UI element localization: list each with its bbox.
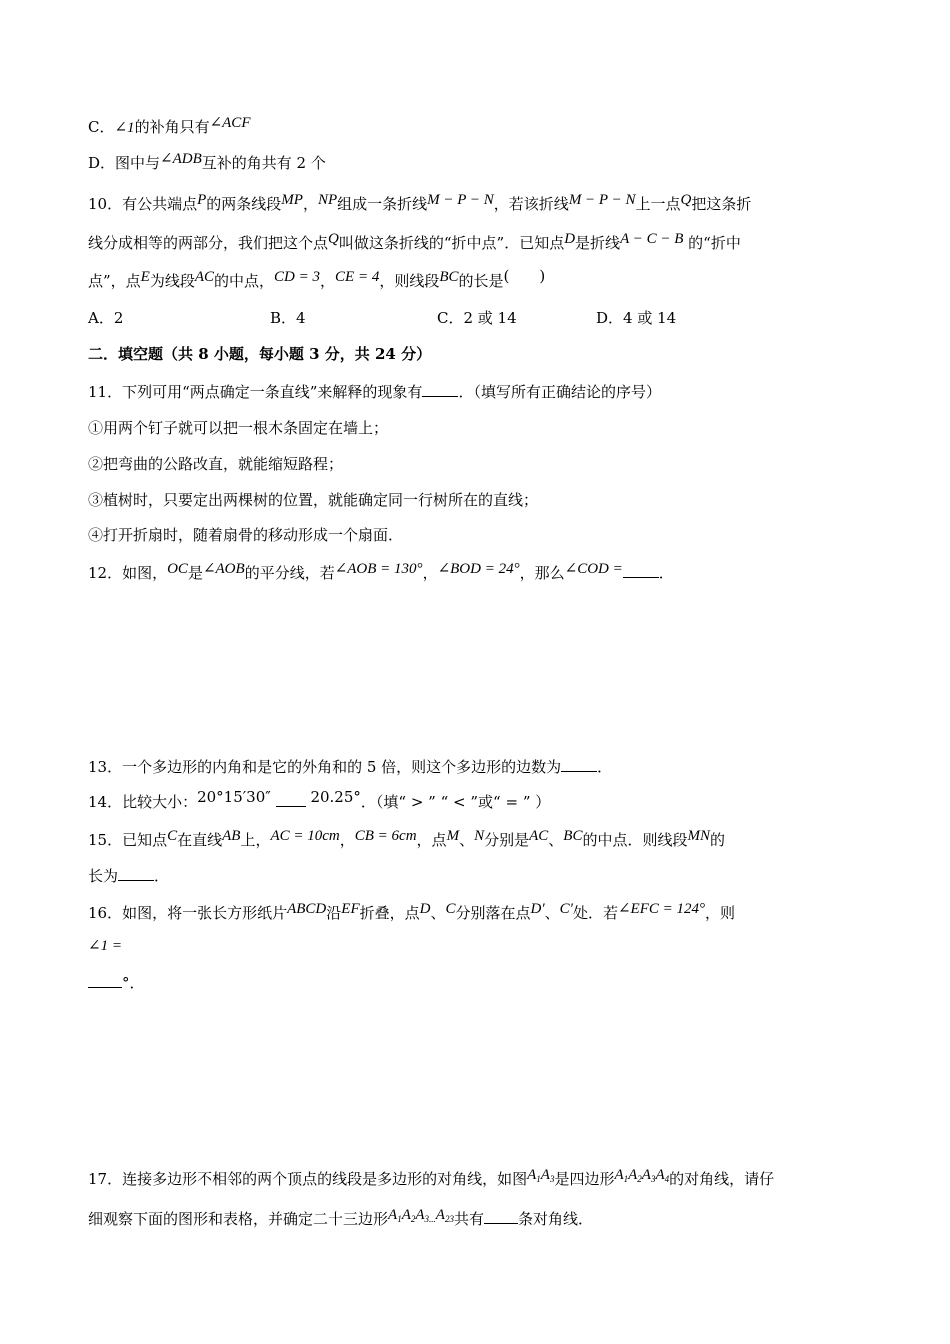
q16-line-3: °．	[88, 972, 145, 994]
q11-stem: 11．下列可用“两点确定一条直线”来解释的现象有 ．（填写所有正确结论的序号）	[88, 383, 661, 401]
q10-option-a: A．2	[88, 309, 124, 327]
q17-line-1: 17．连接多边形不相邻的两个顶点的线段是多边形的对角线，如图$A_1A_3$是四边形$A_1A_2A_3A_4$的对角线，请仔	[88, 1167, 775, 1188]
math-a1-a23: $A_1A_2A_{3...}A_{23}$	[388, 1207, 454, 1224]
math-angle-adb: ∠ADB	[160, 151, 202, 167]
q9-option-c: C．∠1的补角只有∠ACF	[88, 115, 251, 136]
math-angle-acf: ∠ACF	[209, 115, 251, 131]
q10-option-b: B．4	[270, 309, 306, 327]
answer-blank	[88, 973, 122, 988]
answer-blank	[484, 1209, 518, 1224]
q10-line-1: 10．有公共端点P的两条线段MP，NP组成一条折线M − P − N，若该折线M − P − N上一点Q把这条折	[88, 192, 752, 213]
q12-stem: 12．如图，OC是∠AOB的平分线，若∠AOB = 130°，∠BOD = 24°，那么∠COD = ．	[88, 561, 674, 582]
math-angle-1: ∠1	[114, 120, 135, 136]
q11-item-2: ②把弯曲的公路改直，就能缩短路程；	[88, 455, 344, 473]
q16-line-1: 16．如图，将一张长方形纸片ABCD沿EF折叠，点D、C分别落在点D′、C′处．若∠EFC = 124°，则	[88, 901, 736, 922]
answer-blank	[561, 757, 597, 772]
q15-line-2: 长为 ．	[88, 867, 170, 885]
q9-option-d: D．图中与∠ADB互补的角共有 2 个	[88, 151, 326, 172]
q11-item-3: ③植树时，只要定出两棵树的位置，就能确定同一行树所在的直线；	[88, 491, 539, 509]
q16-line-2: ∠1 =	[88, 938, 122, 954]
q10-line-3: 点”，点E为线段AC的中点，CD = 3，CE = 4，则线段BC的长是( )	[88, 267, 546, 290]
q15-line-1: 15．已知点C在直线AB上，AC = 10cm，CB = 6cm，点M、N分别是AC、BC的中点．则线段MN的	[88, 828, 725, 849]
answer-blank	[623, 563, 659, 578]
q10-option-d: D．4 或 14	[596, 309, 677, 327]
math-a1a3: $A_1A_3$	[527, 1167, 555, 1184]
q10-option-c: C．2 或 14	[437, 309, 517, 327]
q14-stem: 14．比较大小：20°15′30″ 20.25°．（填“ > ” “ < ”或“ = ” ）	[88, 788, 551, 811]
section-heading: 二．填空题（共 8 小题，每小题 3 分，共 24 分）	[88, 345, 432, 363]
q13-stem: 13．一个多边形的内角和是它的外角和的 5 倍，则这个多边形的边数为 ．	[88, 758, 613, 776]
q11-item-1: ①用两个钉子就可以把一根木条固定在墙上；	[88, 419, 389, 437]
math-a1a2a3a4: $A_1A_2A_3A_4$	[614, 1167, 670, 1184]
answer-blank	[118, 866, 154, 881]
q17-line-2: 细观察下面的图形和表格，并确定二十三边形$A_1A_2A_{3...}A_{23}$共有 条对角线．	[88, 1207, 593, 1228]
q11-item-4: ④打开折扇时，随着扇骨的移动形成一个扇面．	[88, 526, 404, 544]
answer-blank	[422, 382, 458, 397]
q10-line-2: 线分成相等的两部分，我们把这个点Q叫做这条折线的“折中点”．已知点D是折线A − C − B 的“折中	[88, 231, 741, 252]
answer-blank	[276, 792, 306, 807]
